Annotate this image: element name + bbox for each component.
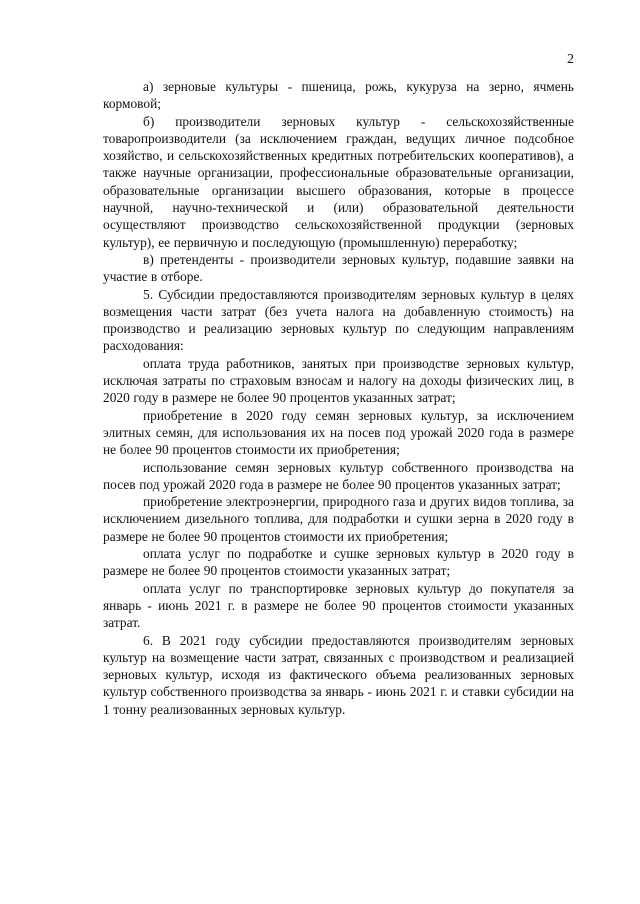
paragraph-expense-drying: оплата услуг по подработке и сушке зерновых культур в 2020 году в размере не более 90 процентов стоимости указанных затрат; xyxy=(103,546,574,579)
paragraph-expense-transport: оплата услуг по транспортировке зерновых культур до покупателя за январь - июнь 2021 г. в размере не более 90 процентов стоимости указанных затрат. xyxy=(103,580,574,631)
paragraph-clause-6: 6. В 2021 году субсидии предоставляются производителям зерновых культур на возмещение части затрат, связанных с производством и реализацией зерновых культур, исходя из фактического объема реализованных зерновых культур собственного производства за январь - июнь 2021 г. и ставки субсидии на 1 тонну реализованных зерновых культур. xyxy=(103,632,574,717)
paragraph-clause-5: 5. Субсидии предоставляются производителям зерновых культур в целях возмещения части затрат (без учета налога на добавленную стоимость) на производство и реализацию зерновых культур по следующим направлениям расходования: xyxy=(103,286,574,354)
paragraph-definition-b: б) производители зерновых культур - сельскохозяйственные товаропроизводители (за исключением граждан, ведущих личное подсобное хозяйство, и сельскохозяйственных кредитных потребительских кооперативов), а также научные организации, профессиональные образовательные организации, образовательные организации высшего образования, которые в процессе научной, научно-технической и (или) образовательной деятельности осуществляют производство сельскохозяйственной продукции (зерновых культур), ее первичную и последующую (промышленную) переработку; xyxy=(103,113,574,250)
paragraph-expense-fuel: приобретение электроэнергии, природного газа и других видов топлива, за исключением дизельного топлива, для подработки и сушки зерна в 2020 году в размере не более 90 процентов стоимости их приобретения; xyxy=(103,494,574,544)
paragraph-expense-seeds-purchase: приобретение в 2020 году семян зерновых культур, за исключением элитных семян, для использования их на посев под урожай 2020 года в размере не более 90 процентов стоимости их приобретения; xyxy=(103,407,574,458)
document-body xyxy=(103,78,574,718)
paragraph-expense-labor: оплата труда работников, занятых при производстве зерновых культур, исключая затраты по страховым взносам и налогу на доходы физических лиц, в 2020 году в размере не более 90 процентов указанных затрат; xyxy=(103,355,574,406)
paragraph-definition-a: а) зерновые культуры - пшеница, рожь, кукуруза на зерно, ячмень кормовой; xyxy=(103,79,574,112)
paragraph-expense-own-seeds: использование семян зерновых культур собственного производства на посев под урожай 2020 года в размере не более 90 процентов указанных затрат; xyxy=(103,459,574,492)
page-number: 2 xyxy=(567,52,574,67)
paragraph-definition-c: в) претенденты - производители зерновых культур, подавшие заявки на участие в отборе. xyxy=(103,251,574,285)
